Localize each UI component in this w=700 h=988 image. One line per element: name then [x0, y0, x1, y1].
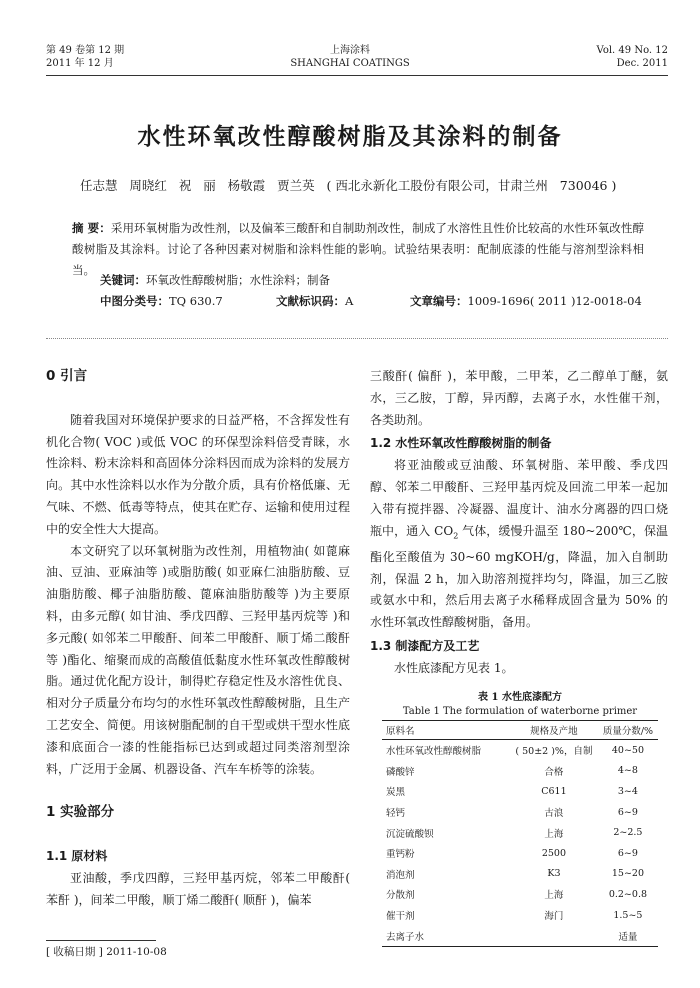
table-row	[382, 822, 658, 843]
table-row	[382, 905, 658, 926]
col-header-material: 原料名	[382, 721, 510, 740]
subsection-1-3-heading: 1.3 制漆配方及工艺	[370, 638, 480, 653]
table-row	[382, 884, 658, 905]
cell-material: 消泡剂	[386, 869, 415, 881]
journal-name-cn: 上海涂料	[330, 45, 370, 56]
cell-material: 去离子水	[382, 925, 510, 946]
journal-volume-en	[597, 44, 668, 70]
cell-mass: 40~50	[611, 744, 644, 756]
article-label: 文章编号：	[410, 294, 468, 308]
abstract-separator	[46, 338, 668, 339]
subsection-1-2-heading: 1.2 水性环氧改性醇酸树脂的制备	[370, 436, 552, 451]
cell-material: 重钙粉	[386, 849, 415, 861]
cell-spec: C611	[541, 785, 567, 797]
cell-spec: 合格	[544, 766, 564, 778]
table-header-row	[382, 721, 658, 740]
cell-mass: 0.2~0.8	[608, 888, 648, 900]
subsection-1-1-heading: 1.1 原材料	[46, 849, 108, 864]
table-caption-cn: 表 1 水性底漆配方	[478, 692, 562, 703]
article-value: 1009-1696( 2011 )12-0018-04	[467, 294, 642, 308]
formulation-table	[382, 720, 658, 947]
cell-spec: 海门	[544, 911, 564, 923]
keywords-label: 关键词：	[100, 273, 146, 287]
clc-label: 中图分类号：	[100, 294, 169, 308]
cell-material: 沉淀硫酸钡	[386, 828, 434, 840]
cell-mass: 4~8	[617, 765, 638, 777]
cell-material: 磷酸锌	[386, 766, 415, 778]
cell-material: 轻钙	[386, 808, 406, 820]
cell-spec: 古浪	[544, 808, 564, 820]
cell-spec: 2500	[541, 847, 567, 859]
table-row	[382, 781, 658, 802]
journal-issue	[46, 44, 124, 70]
table-row	[382, 740, 658, 761]
journal-name	[250, 44, 450, 70]
cell-material: 炭黑	[386, 787, 406, 799]
cell-spec: 上海	[544, 890, 564, 902]
formula-intro: 水性底漆配方见表 1。	[394, 660, 514, 675]
materials-paragraph: 亚油酸，季戊四醇，三羟甲基丙烷，邻苯二甲酸酐( 苯酐 )，间苯二甲酸，顺丁烯二酸酐( 顺酐 )，偏苯	[46, 870, 350, 907]
cell-mass: 15~20	[611, 868, 644, 880]
doc-value: A	[345, 294, 354, 308]
cell-spec	[510, 925, 598, 946]
cell-mass: 6~9	[617, 847, 638, 859]
abstract-label: 摘 要：	[72, 221, 111, 235]
header-rule	[46, 75, 668, 76]
cell-mass: 适量	[598, 925, 658, 946]
materials-continuation: 三酸酐( 偏酐 )，苯甲酸，二甲苯，乙二醇单丁醚，氨水，三乙胺，丁醇，异丙醇，去离子水，水性催干剂，各类助剂。	[370, 369, 668, 427]
section-1-heading: 1 实验部分	[46, 804, 115, 821]
left-column	[46, 366, 350, 912]
intro-paragraph-1: 随着我国对环境保护要求的日益严格，不含挥发性有机化合物( VOC )或低 VOC 的环保型涂料倍受青睐，水性涂料、粉末涂料和高固体分涂料因而成为涂料的发展方向。其中水性涂料以水作为分散介质，具有价格低廉、无气味、不燃、低毒等特点，使其在贮存、运输和使用过程中的安全性大大提高。	[46, 412, 350, 536]
prep-subscript: 2	[453, 530, 459, 540]
volume-en: Vol. 49 No. 12	[596, 45, 668, 56]
cell-mass: 1.5~5	[613, 909, 643, 921]
keywords	[100, 272, 330, 288]
article-title: 水性环氧改性醇酸树脂及其涂料的制备	[137, 124, 563, 150]
doc-label: 文献标识码：	[276, 294, 345, 308]
col-header-spec: 规格及产地	[510, 721, 598, 740]
preparation-paragraph	[370, 455, 668, 634]
cell-spec: 上海	[544, 828, 564, 840]
cell-material: 分散剂	[386, 890, 415, 902]
table-1	[382, 688, 658, 947]
cell-spec: K3	[547, 868, 561, 880]
intro-paragraph-2: 本文研究了以环氧树脂为改性剂，用植物油( 如蓖麻油、豆油、亚麻油等 )或脂肪酸( 如亚麻仁油脂肪酸、豆油脂肪酸、椰子油脂肪酸、蓖麻油脂肪酸等 )为主要原料，由多元醇( 如甘油、季戊四醇、三羟甲基丙烷等 )和多元酸( 如邻苯二甲酸酐、间苯二甲酸酐、顺丁烯二酸酐等 )酯化、缩聚而成的高酸值低黏度水性环氧改性醇酸树脂。通过优化配方设计，制得贮存稳定性及水溶性优良、相对分子质量分布均匀的水性环氧改性醇酸树脂，且生产工艺安全、简便。用该树脂配制的自干型或烘干型水性底漆和底面合一漆的性能指标已达到或超过同类溶剂型涂料，广泛用于金属、机器设备、汽车车桥等的涂装。	[46, 543, 350, 776]
prep-text-a: 将亚油酸或豆油酸、环氧树脂、苯甲酸、季戊四醇、邻苯二甲酸酐、三羟甲基丙烷及回流二甲苯一起加入带有搅拌器、冷凝器、温度计、油水分离器的四口烧瓶中，通入 CO	[370, 458, 668, 538]
clc-number	[100, 293, 223, 309]
keywords-text: 环氧改性醇酸树脂；水性涂料；制备	[146, 273, 330, 287]
table-row	[382, 864, 658, 885]
table-caption-en: Table 1 The formulation of waterborne primer	[402, 706, 638, 717]
col-header-mass: 质量分数/%	[598, 721, 658, 740]
prep-text-b: 气体，缓慢升温至 180~200℃，保温酯化至酸值为 30~60 mgKOH/g，降温，加入自制助剂，保温 2 h，加入助溶剂搅拌均匀，降温，加三乙胺或氨水中和，然后用去离子水稀释成固含量为 50% 的水性环氧改性醇酸树脂，备用。	[370, 523, 668, 630]
abstract-text: 采用环氧树脂为改性剂，以及偏苯三酸酐和自制助剂改性，制成了水溶性且性价比较高的水性环氧改性醇酸树脂及其涂料。讨论了各种因素对树脂和涂料性能的影响。试验结果表明：配制底漆的性能与溶剂型涂料相当。	[72, 221, 644, 277]
article-number	[410, 293, 642, 309]
authors-affiliation: 任志慧 周晓红 祝 丽 杨敬霞 贾兰英 ( 西北永新化工股份有限公司，甘肃兰州 730046 )	[80, 178, 617, 193]
table-row	[382, 925, 658, 946]
table-row	[382, 802, 658, 823]
cell-material: 催干剂	[386, 911, 415, 923]
issue-volume: 第 49 卷第 12 期	[46, 45, 125, 56]
received-date: [ 收稿日期 ] 2011-10-08	[46, 946, 167, 958]
table-row	[382, 843, 658, 864]
right-column	[370, 366, 668, 680]
date-en: Dec. 2011	[616, 58, 668, 69]
cell-mass: 6~9	[617, 806, 638, 818]
cell-mass: 3~4	[617, 785, 638, 797]
section-0-heading: 0 引言	[46, 368, 88, 384]
document-code	[276, 293, 353, 309]
clc-value: TQ 630.7	[169, 294, 223, 308]
table-row	[382, 761, 658, 782]
issue-date: 2011 年 12 月	[46, 58, 114, 69]
cell-material: 水性环氧改性醇酸树脂	[386, 746, 482, 758]
cell-mass: 2~2.5	[613, 827, 643, 839]
footnote-rule	[46, 940, 156, 941]
cell-spec: ( 50±2 )%，自制	[515, 746, 593, 758]
journal-name-en: SHANGHAI COATINGS	[290, 58, 410, 69]
